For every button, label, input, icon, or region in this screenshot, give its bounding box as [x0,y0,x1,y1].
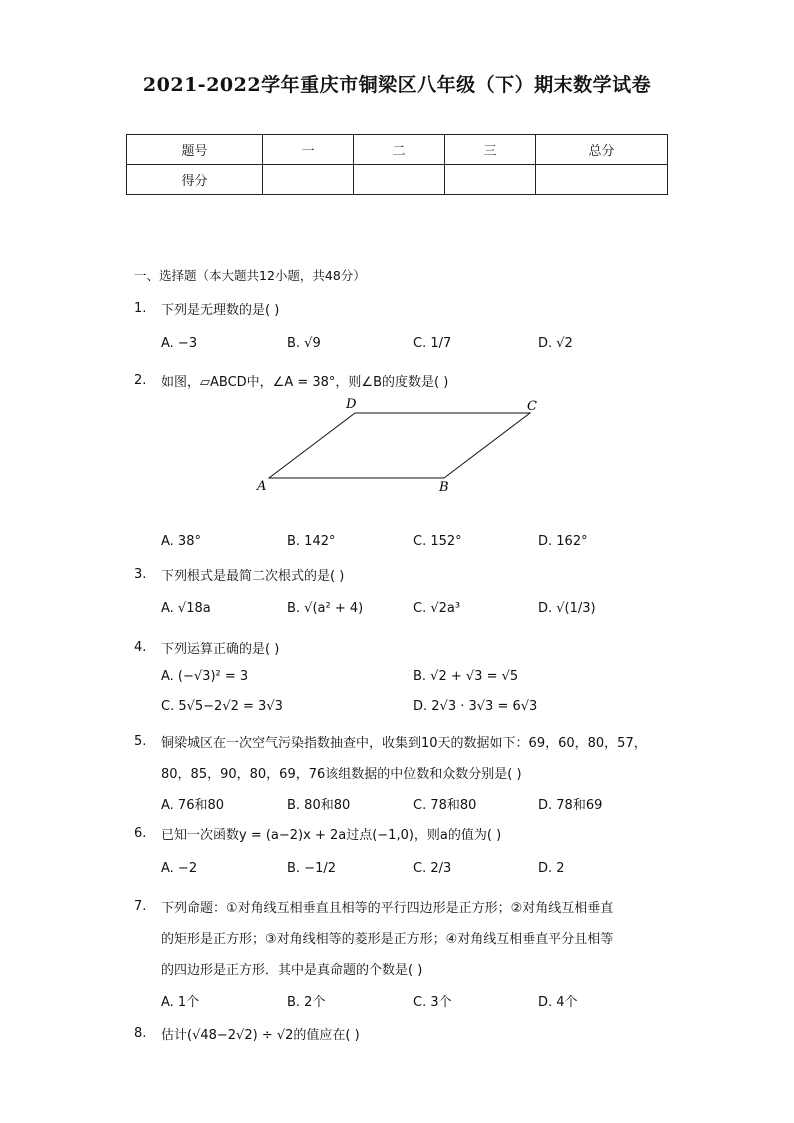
option-a[interactable]: A. −2 [161,861,198,876]
vertex-label-b: B [439,480,449,494]
question-number: 7. [134,899,147,914]
option-c[interactable]: C. √2a³ [413,601,461,616]
option-a[interactable]: A. √18a [161,601,211,616]
question-text-line: 铜梁城区在一次空气污染指数抽查中，收集到10天的数据如下：69，60，80，57， [161,736,647,751]
question-number: 4. [134,640,147,655]
option-a[interactable]: A. 1个 [161,995,200,1010]
header-cell: 题号 [127,135,263,165]
score-table [126,134,668,195]
option-a[interactable]: A. 76和80 [161,798,225,813]
vertex-label-d: D [346,397,357,412]
question-text: 下列根式是最简二次根式的是( ) [161,569,345,584]
option-c[interactable]: C. 2/3 [413,861,452,876]
parallelogram-shape [269,413,530,478]
option-d[interactable]: D. 162° [538,534,588,549]
question-text: 已知一次函数y = (a−2)x + 2a过点(−1,0)，则a的值为( ) [161,828,502,843]
question-number: 8. [134,1026,147,1041]
option-b[interactable]: B. −1/2 [287,861,336,876]
score-table-header-row [127,135,668,165]
option-c[interactable]: C. 1/7 [413,336,452,351]
header-cell: 一 [263,135,354,165]
option-b[interactable]: B. 80和80 [287,798,351,813]
vertex-label-a: A [257,479,267,494]
question-text: 下列运算正确的是( ) [161,642,280,657]
option-b[interactable]: B. √9 [287,336,321,351]
question-number: 2. [134,373,147,388]
option-b[interactable]: B. 142° [287,534,336,549]
option-b[interactable]: B. √2 + √3 = √5 [413,669,519,684]
option-d[interactable]: D. 2√3 · 3√3 = 6√3 [413,699,538,714]
section-heading: 一、选择题（本大题共12小题，共48分） [134,268,366,283]
question-text-line: 下列命题：①对角线互相垂直且相等的平行四边形是正方形；②对角线互相垂直 [161,901,614,916]
option-c[interactable]: C. 5√5−2√2 = 3√3 [161,699,283,714]
question-number: 6. [134,826,147,841]
question-text: 估计(√48−2√2) ÷ √2的值应在( ) [161,1028,360,1043]
score-cell[interactable] [354,165,445,195]
question-text-line: 的四边形是正方形．其中是真命题的个数是( ) [161,963,423,978]
option-d[interactable]: D. 4个 [538,995,578,1010]
option-b[interactable]: B. 2个 [287,995,326,1010]
option-a[interactable]: A. −3 [161,336,198,351]
question-text-line: 的矩形是正方形；③对角线相等的菱形是正方形；④对角线互相垂直平分且相等 [161,932,614,947]
option-c[interactable]: C. 152° [413,534,462,549]
question-number: 3. [134,567,147,582]
option-d[interactable]: D. √2 [538,336,573,351]
option-d[interactable]: D. √(1/3) [538,601,596,616]
score-cell[interactable] [263,165,354,195]
question-text: 如图，▱ABCD中，∠A = 38°，则∠B的度数是( ) [161,375,449,390]
header-cell: 二 [354,135,445,165]
score-cell[interactable] [536,165,668,195]
page-title: 2021-2022学年重庆市铜梁区八年级（下）期末数学试卷 [142,74,652,96]
option-d[interactable]: D. 78和69 [538,798,603,813]
vertex-label-c: C [527,399,537,414]
row-label-cell: 得分 [127,165,263,195]
header-cell: 总分 [536,135,668,165]
question-text: 下列是无理数的是( ) [161,303,280,318]
score-cell[interactable] [445,165,536,195]
option-a[interactable]: A. (−√3)² = 3 [161,669,249,684]
option-c[interactable]: C. 78和80 [413,798,477,813]
option-c[interactable]: C. 3个 [413,995,452,1010]
option-d[interactable]: D. 2 [538,861,565,876]
parallelogram-figure [250,394,550,494]
option-a[interactable]: A. 38° [161,534,201,549]
header-cell: 三 [445,135,536,165]
question-text-line: 80，85，90，80，69，76该组数据的中位数和众数分别是( ) [161,767,522,782]
option-b[interactable]: B. √(a² + 4) [287,601,364,616]
question-number: 1. [134,301,147,316]
question-number: 5. [134,734,147,749]
score-table-score-row [127,165,668,195]
